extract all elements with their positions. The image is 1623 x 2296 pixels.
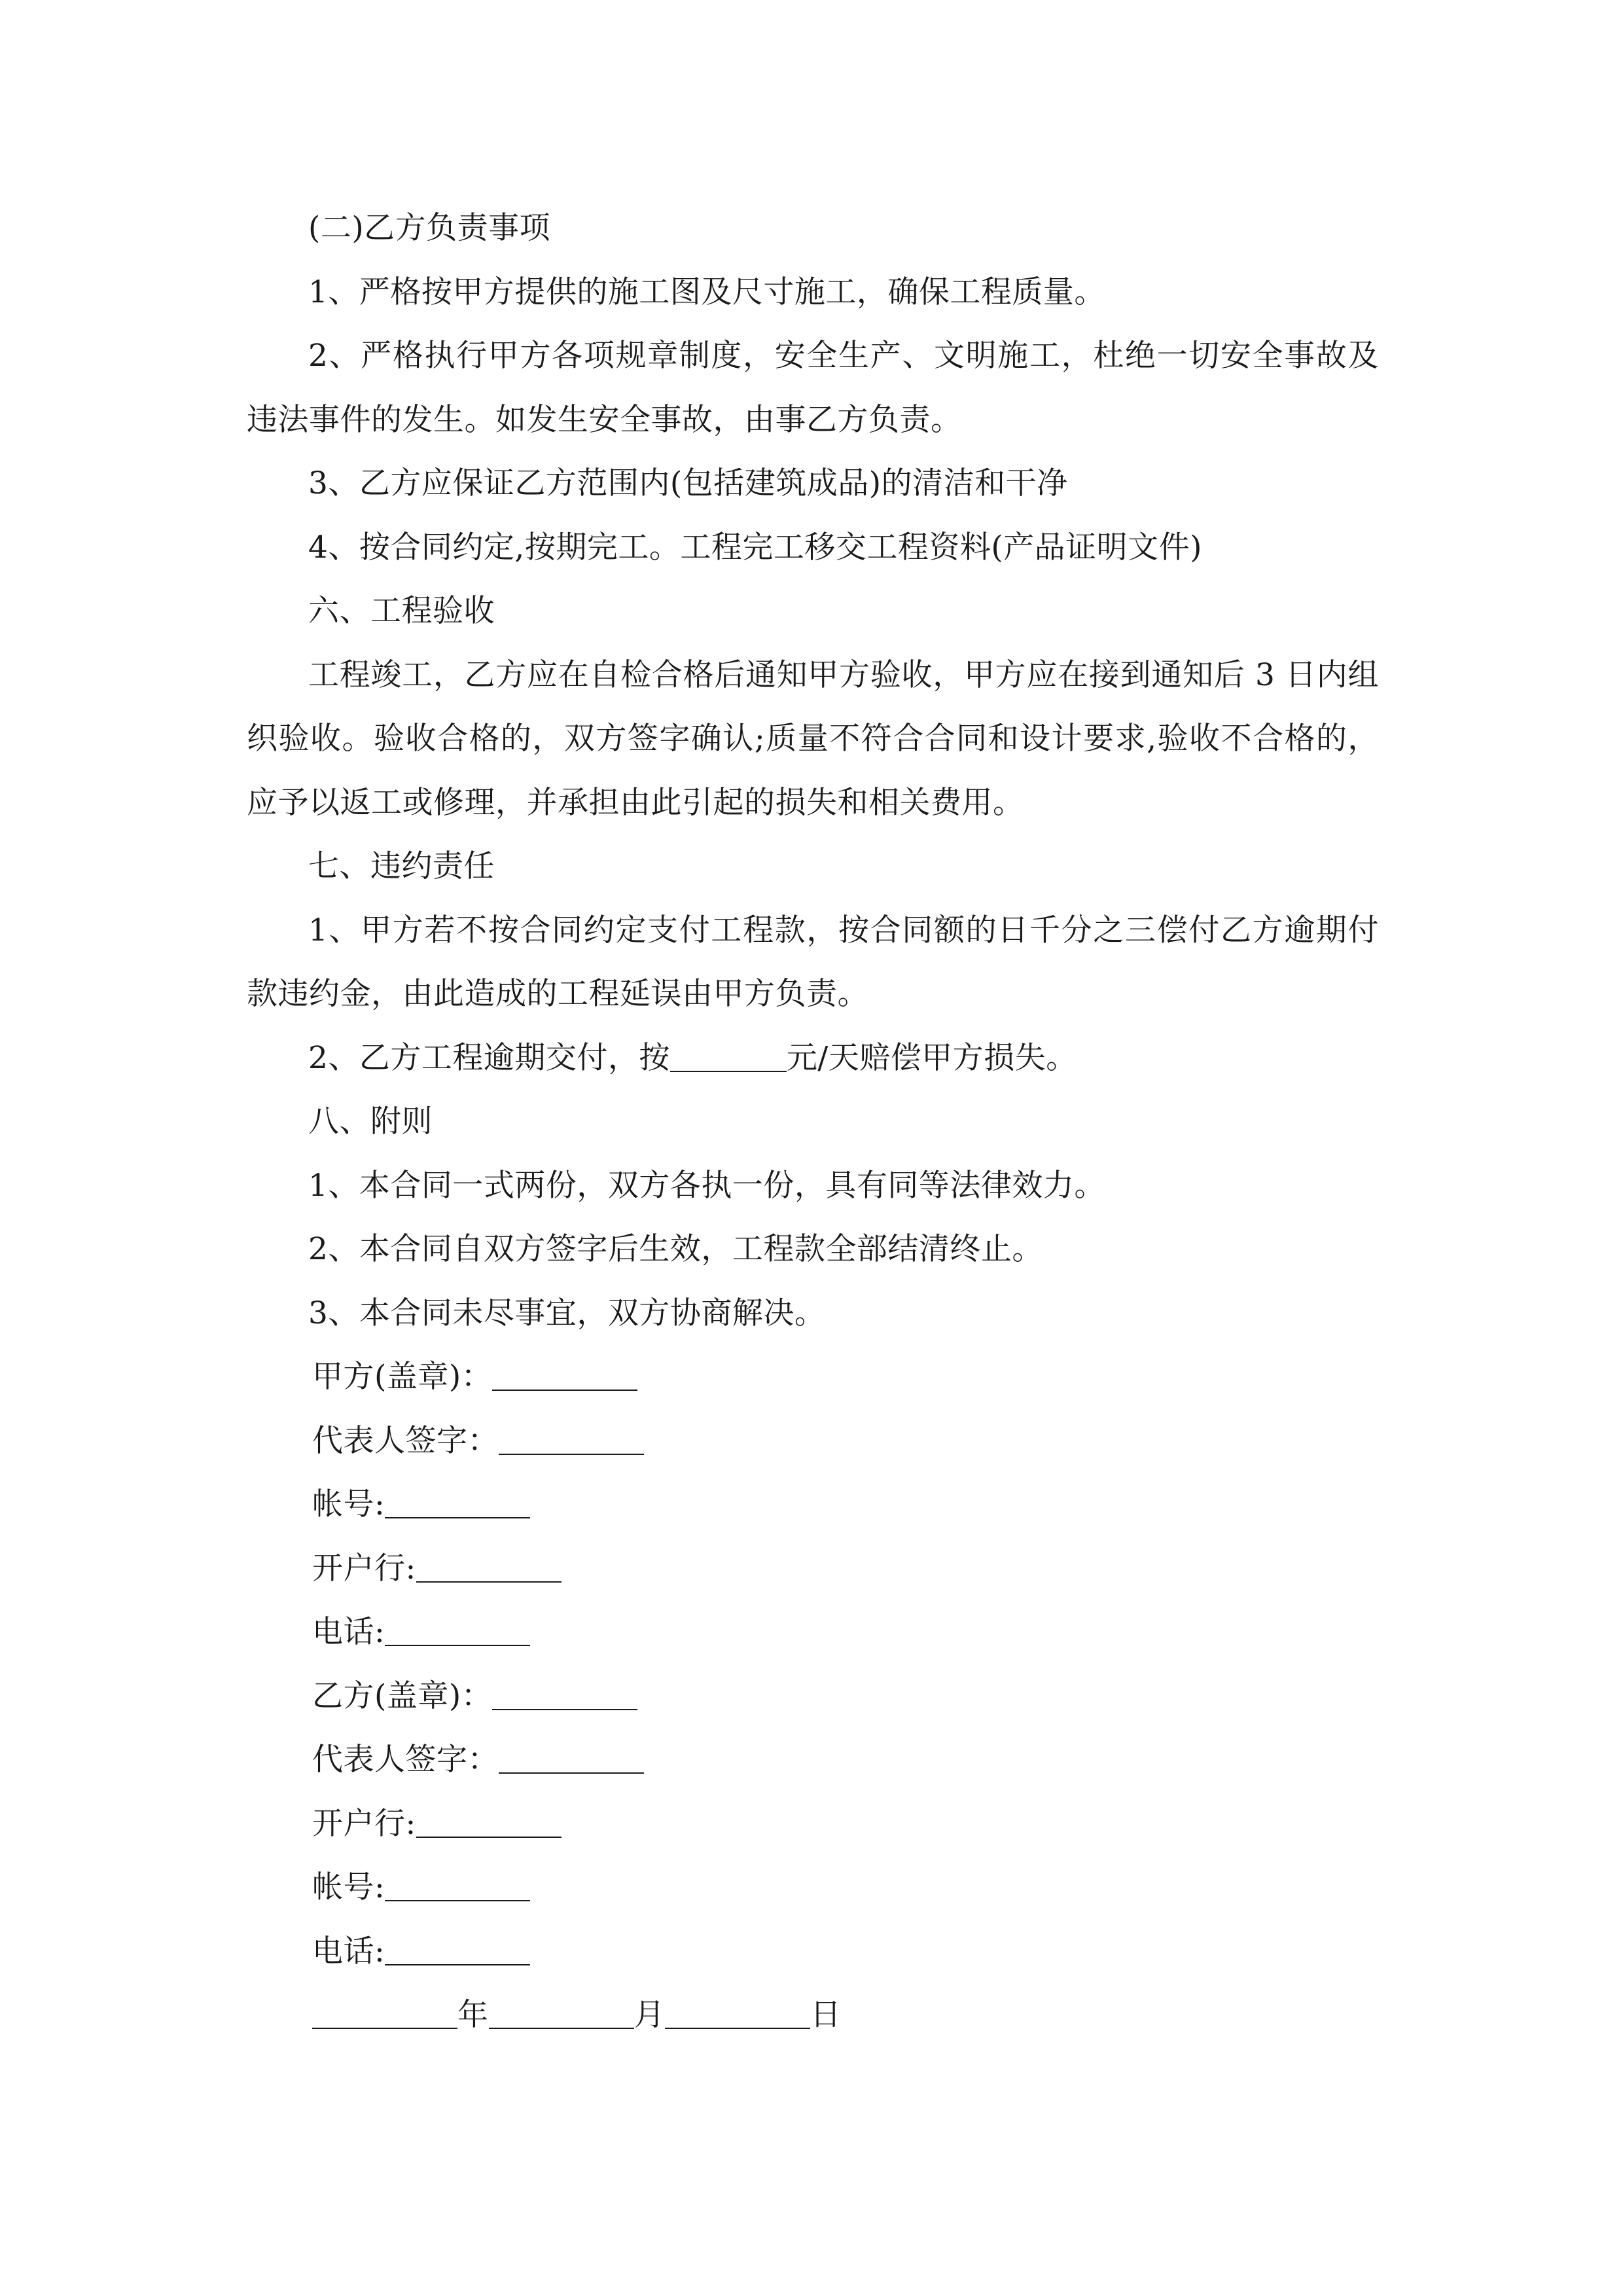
signature-field-label: 开户行:	[312, 1550, 416, 1587]
signature-field-label: 帐号:	[312, 1486, 385, 1522]
date-line	[247, 1983, 1379, 2047]
signature-field-blank[interactable]	[385, 1934, 530, 1965]
appendix-clause-copies: 1、本合同一式两份，双方各执一份，具有同等法律效力。	[308, 1167, 1105, 1204]
month-label: 月	[633, 1997, 665, 2033]
signature-field-blank[interactable]	[416, 1551, 562, 1583]
signature-field	[247, 1345, 1379, 1409]
signature-field	[247, 1600, 1379, 1664]
signature-field-label: 代表人签字：	[312, 1742, 499, 1778]
section-heading-appendix: 八、附则	[308, 1103, 433, 1139]
signature-field-blank[interactable]	[499, 1424, 644, 1455]
signature-field	[247, 1537, 1379, 1601]
signature-field	[247, 1473, 1379, 1537]
clause-construction-quality: 1、严格按甲方提供的施工图及尺寸施工，确保工程质量。	[308, 274, 1105, 310]
delay-penalty-prefix: 2、乙方工程逾期交付，按	[308, 1039, 670, 1076]
signature-field	[247, 1664, 1379, 1729]
signature-field-blank[interactable]	[492, 1679, 637, 1710]
signature-field	[247, 1792, 1379, 1856]
signature-field-label: 开户行:	[312, 1805, 416, 1842]
clause-completion: 4、按合同约定,按期完工。工程完工移交工程资料(产品证明文件)	[308, 529, 1203, 565]
signature-field-blank[interactable]	[492, 1359, 637, 1391]
section-heading-party-b-duties: (二)乙方负责事项	[308, 210, 551, 246]
signature-field	[247, 1920, 1379, 1984]
day-label: 日	[810, 1997, 842, 2033]
appendix-clause-effective: 2、本合同自双方签字后生效，工程款全部结清终止。	[308, 1231, 1043, 1267]
signature-field-label: 电话:	[312, 1614, 385, 1650]
signature-field	[247, 1728, 1379, 1792]
signature-field-blank[interactable]	[385, 1487, 530, 1518]
section-heading-liability: 七、违约责任	[308, 848, 495, 884]
clause-delay-penalty	[247, 1026, 1379, 1090]
contract-body	[247, 196, 1379, 2047]
delay-penalty-suffix: 元/天赔偿甲方损失。	[786, 1039, 1077, 1076]
year-blank[interactable]	[312, 1998, 457, 2029]
day-blank[interactable]	[665, 1998, 810, 2029]
signature-field-blank[interactable]	[499, 1742, 644, 1774]
section-heading-acceptance: 六、工程验收	[308, 593, 495, 629]
signature-field	[247, 1409, 1379, 1473]
signature-field-label: 甲方(盖章)：	[312, 1359, 493, 1395]
year-label: 年	[457, 1997, 489, 2033]
penalty-amount-blank[interactable]	[670, 1041, 787, 1072]
signature-field-label: 乙方(盖章)：	[312, 1677, 493, 1714]
signature-block	[247, 1345, 1379, 2047]
signature-field	[247, 1856, 1379, 1920]
signature-field-label: 电话:	[312, 1933, 385, 1969]
signature-field-blank[interactable]	[416, 1806, 562, 1838]
appendix-clause-negotiation: 3、本合同未尽事宜，双方协商解决。	[308, 1295, 826, 1331]
clause-cleanliness: 3、乙方应保证乙方范围内(包括建筑成品)的清洁和干净	[308, 465, 1068, 501]
clause-acceptance: 工程竣工，乙方应在自检合格后通知甲方验收，甲方应在接到通知后 3 日内组织验收。验收合格的，双方签字确认;质量不符合合同和设计要求,验收不合格的，应予以返工或修理，并承担由此引起的损失和相关费用。	[247, 656, 1379, 821]
signature-field-label: 代表人签字：	[312, 1422, 499, 1459]
signature-field-blank[interactable]	[385, 1870, 530, 1901]
signature-field-label: 帐号:	[312, 1869, 385, 1905]
clause-payment-penalty: 1、甲方若不按合同约定支付工程款，按合同额的日千分之三偿付乙方逾期付款违约金，由此造成的工程延误由甲方负责。	[247, 912, 1379, 1012]
month-blank[interactable]	[489, 1998, 634, 2029]
clause-safety-rules: 2、严格执行甲方各项规章制度，安全生产、文明施工，杜绝一切安全事故及违法事件的发生。如发生安全事故，由事乙方负责。	[247, 338, 1379, 438]
signature-field-blank[interactable]	[385, 1615, 530, 1646]
